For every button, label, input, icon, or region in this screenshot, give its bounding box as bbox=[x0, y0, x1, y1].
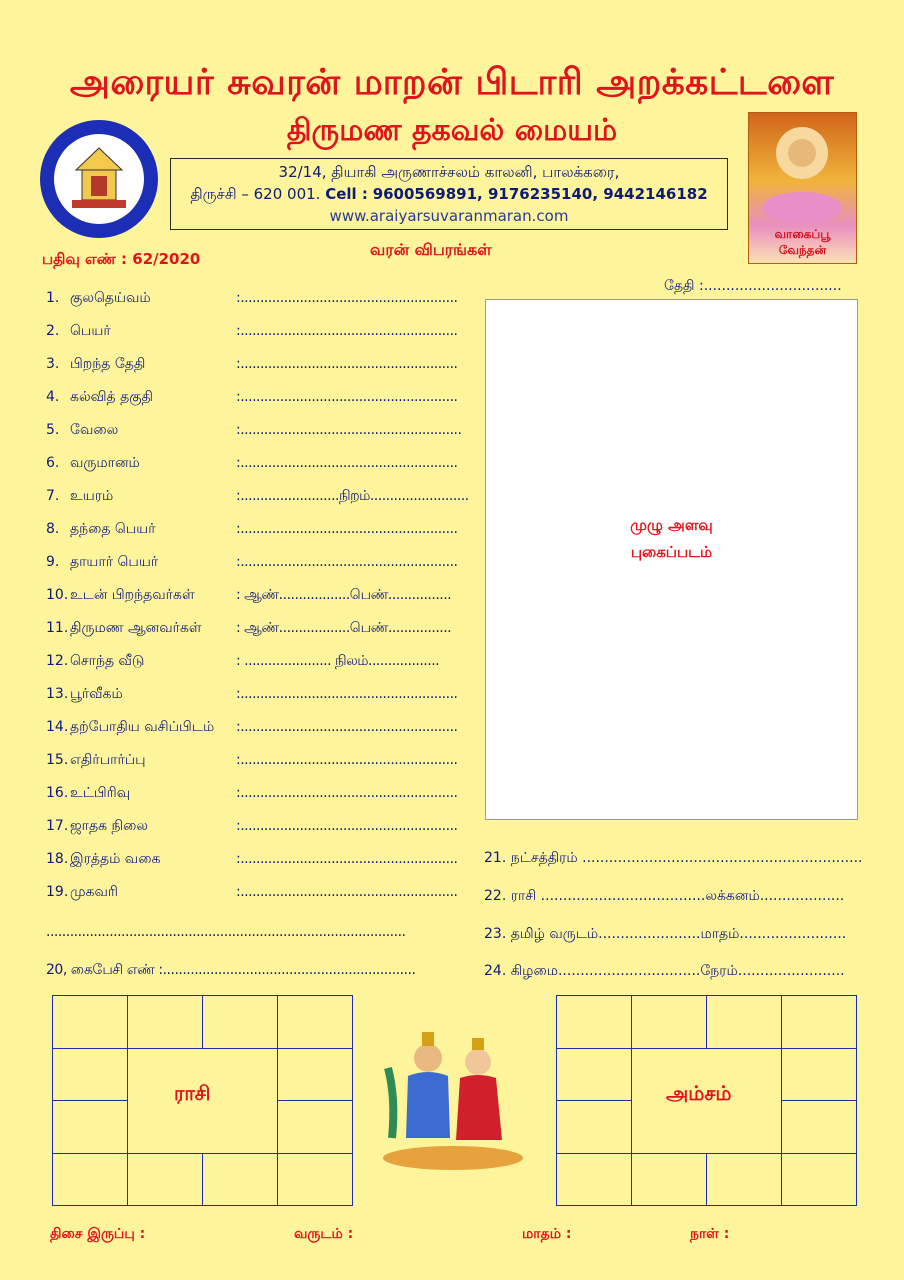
chart-house-cell bbox=[781, 1153, 857, 1207]
field-label: உடன் பிறந்தவர்கள் bbox=[70, 587, 195, 603]
field-label: இரத்தம் வகை bbox=[70, 851, 161, 867]
field-number: 1. bbox=[46, 290, 60, 306]
chart-house-cell bbox=[556, 1153, 632, 1207]
rasi-chart bbox=[52, 995, 352, 1205]
chart-house-cell bbox=[277, 995, 353, 1049]
form-field-row[interactable] bbox=[46, 785, 458, 801]
form-field-row[interactable] bbox=[46, 323, 458, 339]
chart-house-cell bbox=[277, 1048, 353, 1102]
star-field[interactable]: 21. நட்சத்திரம் ............................................................... bbox=[484, 850, 863, 866]
field-input-dots[interactable]: : ஆண்..................பெண்................ bbox=[236, 620, 452, 636]
field-label: சொந்த வீடு bbox=[70, 653, 145, 669]
chart-house-cell bbox=[52, 1153, 128, 1207]
chart-house-cell bbox=[631, 1153, 707, 1207]
chart-house-cell bbox=[202, 995, 278, 1049]
photo-text-line2: புகைப்படம் bbox=[630, 543, 713, 561]
form-field-row[interactable] bbox=[46, 587, 452, 603]
field-input-dots[interactable]: :....................................................... bbox=[236, 455, 458, 471]
field-input-dots[interactable]: :....................................................... bbox=[236, 554, 458, 570]
hero-caption: வாகைப்பூ வேந்தன் bbox=[774, 227, 831, 257]
website-link[interactable]: www.araiyarsuvaranmaran.com bbox=[329, 207, 569, 225]
chart-house-cell bbox=[631, 995, 707, 1049]
field-label: தற்போதிய வசிப்பிடம் bbox=[70, 719, 215, 735]
mobile-label: 20, கைபேசி எண் :................................................................ bbox=[46, 962, 416, 978]
day-label: நாள் : bbox=[690, 1226, 730, 1242]
field-input-dots[interactable]: :....................................................... bbox=[236, 752, 458, 768]
city-pincode: திருச்சி – 620 001. bbox=[190, 185, 321, 203]
amsam-chart-label: அம்சம் bbox=[666, 1081, 732, 1105]
field-label: ஜாதக நிலை bbox=[70, 818, 148, 834]
field-number: 11. bbox=[46, 620, 69, 636]
field-number: 19. bbox=[46, 884, 69, 900]
field-number: 12. bbox=[46, 653, 69, 669]
day-time-field[interactable]: 24. கிழமை................................நேரம்........................ bbox=[484, 963, 845, 979]
photo-text-line1: முழு அளவு bbox=[630, 516, 713, 534]
form-field-row[interactable] bbox=[46, 884, 458, 900]
chart-house-cell bbox=[556, 1048, 632, 1102]
form-field-row[interactable] bbox=[46, 818, 458, 834]
form-field-row[interactable] bbox=[46, 653, 440, 669]
chart-house-cell bbox=[706, 995, 782, 1049]
field-input-dots[interactable]: :.........................நிறம்......................... bbox=[236, 488, 469, 504]
form-field-row[interactable] bbox=[46, 356, 458, 372]
address-line: 32/14, தியாகி அருணாச்சலம் காலனி, பாலக்கரை, bbox=[278, 163, 620, 181]
field-label: பிறந்த தேதி bbox=[70, 356, 146, 372]
field-input-dots[interactable]: :....................................................... bbox=[236, 290, 458, 306]
trust-title: அரையர் சுவரன் மாறன் பிடாரி அறக்கட்டளை bbox=[69, 62, 835, 103]
field-number: 13. bbox=[46, 686, 69, 702]
field-label: பூர்வீகம் bbox=[70, 686, 123, 702]
field-number: 2. bbox=[46, 323, 60, 339]
field-input-dots[interactable]: :....................................................... bbox=[236, 389, 458, 405]
deity-hero-image bbox=[748, 112, 857, 264]
deity-couple-image bbox=[378, 1028, 528, 1176]
chart-house-cell bbox=[52, 1048, 128, 1102]
field-number: 10. bbox=[46, 587, 69, 603]
form-field-row[interactable] bbox=[46, 719, 458, 735]
chart-house-cell bbox=[127, 1153, 203, 1207]
amsam-chart bbox=[556, 995, 856, 1205]
field-label: உட்பிரிவு bbox=[70, 785, 131, 801]
form-field-row[interactable] bbox=[46, 290, 458, 306]
field-number: 5. bbox=[46, 422, 60, 438]
field-input-dots[interactable]: :....................................................... bbox=[236, 521, 458, 537]
address-box bbox=[170, 158, 728, 230]
dasa-balance-label: திசை இருப்பு : bbox=[50, 1226, 146, 1242]
field-number: 15. bbox=[46, 752, 69, 768]
month-label: மாதம் : bbox=[522, 1226, 572, 1242]
field-label: வேலை bbox=[70, 422, 119, 438]
chart-house-cell bbox=[277, 1153, 353, 1207]
field-number: 9. bbox=[46, 554, 60, 570]
field-number: 16. bbox=[46, 785, 69, 801]
chart-house-cell bbox=[706, 1153, 782, 1207]
field-input-dots[interactable]: : ...................... நிலம்.................. bbox=[236, 653, 440, 669]
cell-label: Cell : bbox=[325, 185, 368, 203]
form-field-row[interactable] bbox=[46, 455, 458, 471]
mobile-number-field[interactable] bbox=[46, 962, 415, 980]
form-field-row[interactable] bbox=[46, 389, 458, 405]
chart-house-cell bbox=[781, 1048, 857, 1102]
date-field[interactable]: தேதி :............................... bbox=[664, 278, 842, 294]
field-label: தாயார் பெயர் bbox=[70, 554, 159, 570]
field-label: தந்தை பெயர் bbox=[70, 521, 156, 537]
photo-placeholder[interactable] bbox=[485, 299, 858, 820]
field-label: கல்வித் தகுதி bbox=[70, 389, 154, 405]
registration-number: பதிவு எண் : 62/2020 bbox=[42, 250, 201, 268]
form-field-row[interactable] bbox=[46, 851, 458, 867]
blank-dots: ........................................................................................... bbox=[46, 924, 406, 940]
field-number: 6. bbox=[46, 455, 60, 471]
chart-house-cell bbox=[52, 1100, 128, 1154]
field-number: 7. bbox=[46, 488, 60, 504]
field-number: 4. bbox=[46, 389, 60, 405]
field-input-dots[interactable]: :....................................................... bbox=[236, 818, 458, 834]
form-field-row[interactable] bbox=[46, 554, 458, 570]
form-field-row[interactable] bbox=[46, 422, 462, 438]
chart-house-cell bbox=[202, 1153, 278, 1207]
field-label: பெயர் bbox=[70, 323, 111, 339]
form-field-row[interactable] bbox=[46, 686, 458, 702]
chart-house-cell bbox=[781, 995, 857, 1049]
field-label: முகவரி bbox=[70, 884, 118, 900]
chart-house-cell bbox=[556, 1100, 632, 1154]
field-number: 17. bbox=[46, 818, 69, 834]
field-input-dots[interactable]: :....................................................... bbox=[236, 686, 458, 702]
field-input-dots[interactable]: :....................................................... bbox=[236, 785, 458, 801]
chart-house-cell bbox=[556, 995, 632, 1049]
form-field-row[interactable] bbox=[46, 521, 458, 537]
chart-house-cell bbox=[52, 995, 128, 1049]
blank-address-line[interactable] bbox=[46, 924, 405, 940]
trust-logo-emblem bbox=[40, 120, 158, 238]
form-field-row[interactable] bbox=[46, 488, 469, 504]
field-input-dots[interactable]: :....................................................... bbox=[236, 356, 458, 372]
field-input-dots[interactable]: : ஆண்..................பெண்................ bbox=[236, 587, 452, 603]
field-input-dots[interactable]: :....................................................... bbox=[236, 719, 458, 735]
field-number: 14. bbox=[46, 719, 69, 735]
field-number: 3. bbox=[46, 356, 60, 372]
chart-house-cell bbox=[781, 1100, 857, 1154]
chart-house-cell bbox=[127, 995, 203, 1049]
year-label: வருடம் : bbox=[294, 1226, 354, 1242]
field-input-dots[interactable]: :....................................................... bbox=[236, 884, 458, 900]
cell-numbers: 9600569891, 9176235140, 9442146182 bbox=[372, 185, 708, 203]
field-label: வருமானம் bbox=[70, 455, 140, 471]
field-label: திருமண ஆனவர்கள் bbox=[70, 620, 202, 636]
field-input-dots[interactable]: :....................................................... bbox=[236, 323, 458, 339]
field-label: குலதெய்வம் bbox=[70, 290, 151, 306]
center-subtitle: திருமண தகவல் மையம் bbox=[286, 113, 618, 148]
rasi-lagnam-field[interactable]: 22. ராசி .....................................லக்கனம்................... bbox=[484, 888, 845, 904]
field-input-dots[interactable]: :....................................................... bbox=[236, 851, 458, 867]
field-input-dots[interactable]: :........................................................ bbox=[236, 422, 462, 438]
form-field-row[interactable] bbox=[46, 620, 452, 636]
rasi-chart-label: ராசி bbox=[174, 1081, 211, 1105]
field-number: 18. bbox=[46, 851, 69, 867]
field-label: உயரம் bbox=[70, 488, 114, 504]
chart-house-cell bbox=[277, 1100, 353, 1154]
form-field-row[interactable] bbox=[46, 752, 458, 768]
section-heading: வரன் விபரங்கள் bbox=[370, 240, 492, 259]
tamil-year-month-field[interactable]: 23. தமிழ் வருடம்.......................மாதம்........................ bbox=[484, 926, 847, 942]
field-number: 8. bbox=[46, 521, 60, 537]
field-label: எதிர்பார்ப்பு bbox=[70, 752, 146, 768]
